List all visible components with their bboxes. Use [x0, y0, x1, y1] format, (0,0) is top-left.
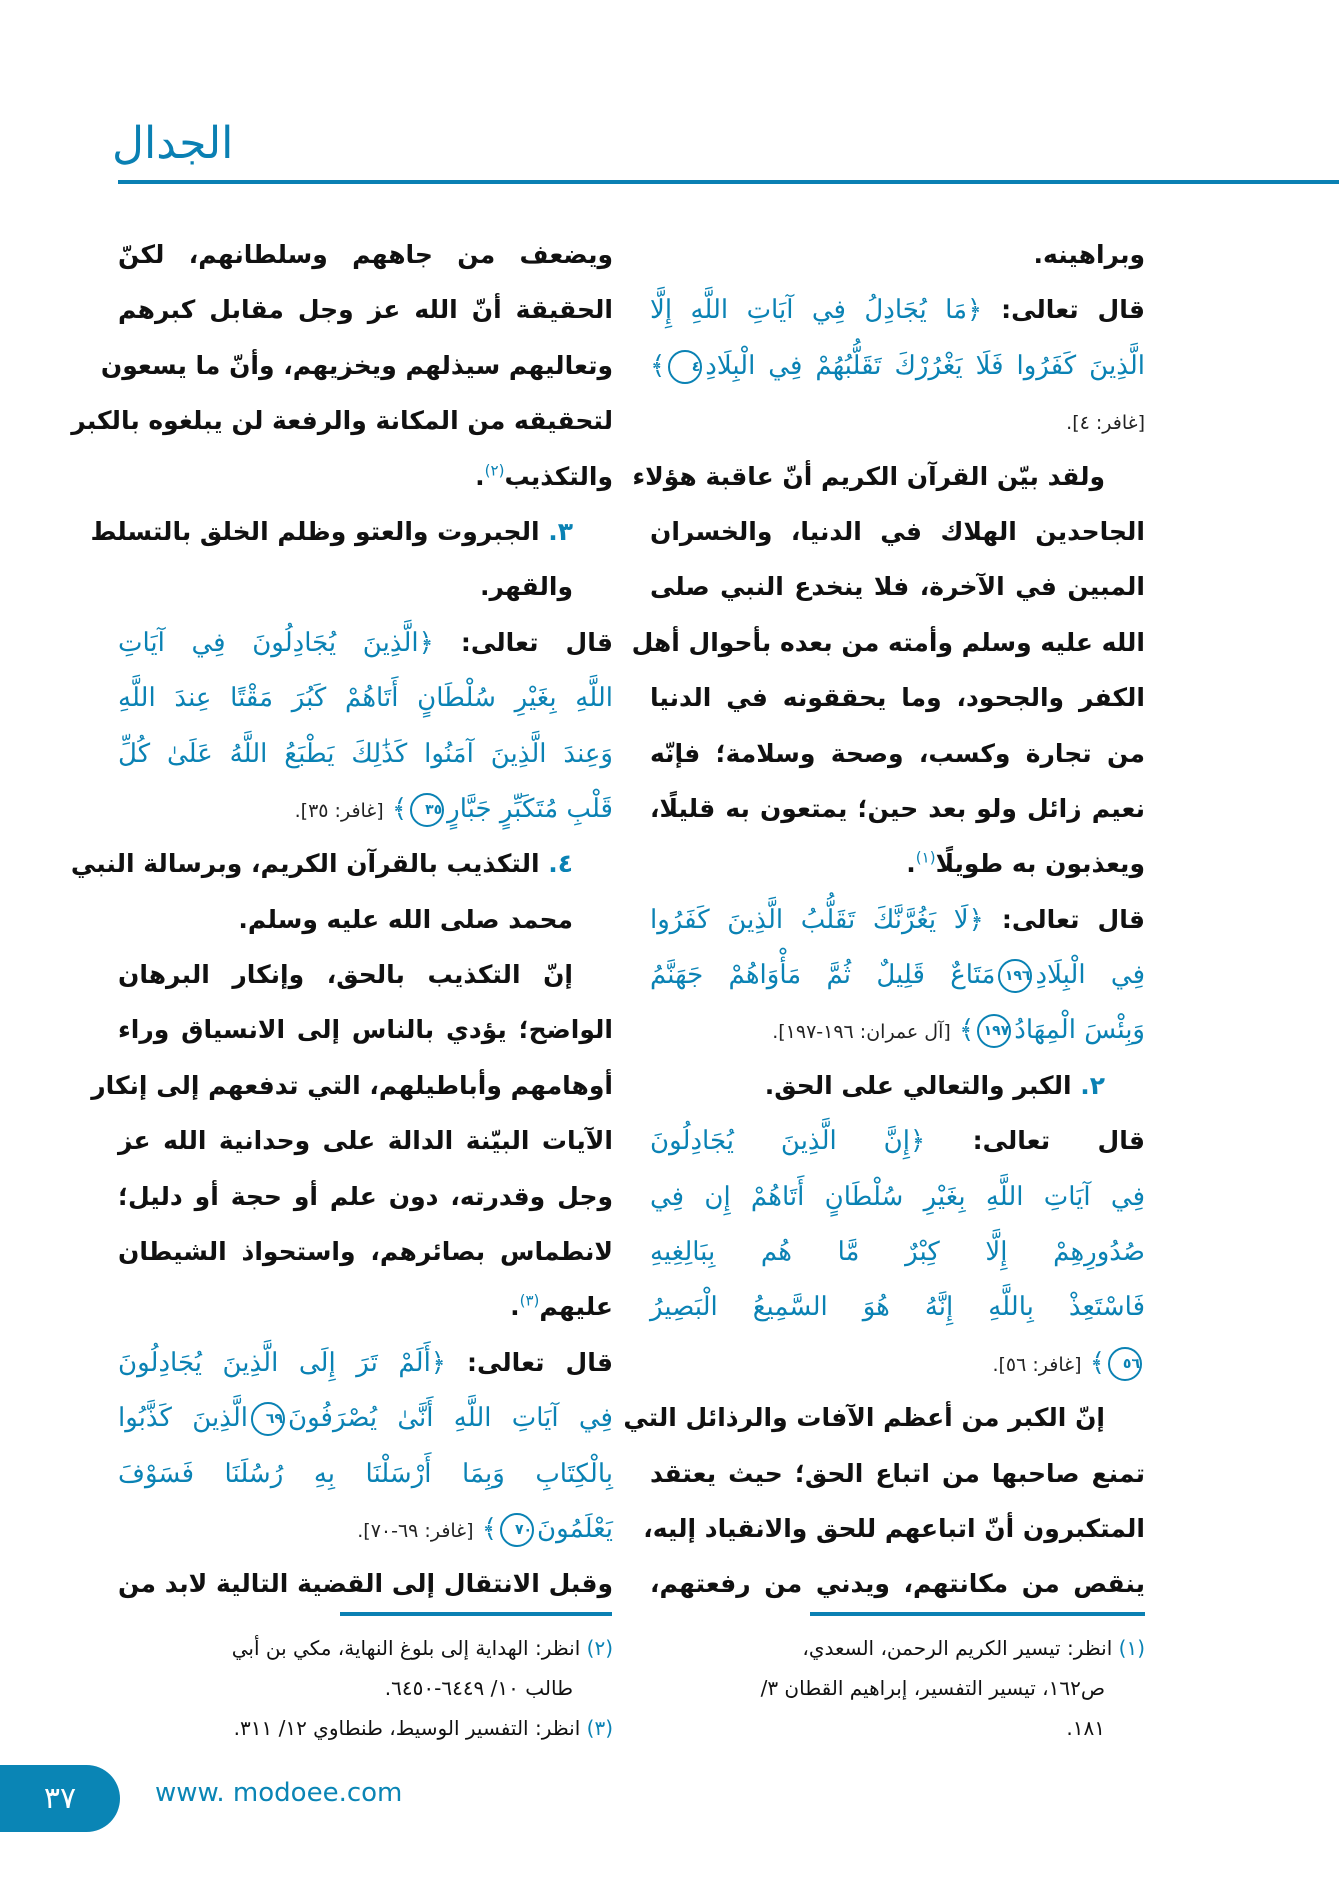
- text-line: [650, 338, 1145, 393]
- footnote-text: ١٨١.: [1066, 1716, 1105, 1740]
- text-line: [118, 559, 613, 614]
- body-text: وبراهينه.: [1033, 240, 1145, 269]
- body-text: ويعذبون به طويلًا: [935, 849, 1145, 879]
- footnotes-left: [118, 1628, 613, 1748]
- body-text: الواضح؛ يؤدي بالناس إلى الانسياق وراء: [118, 1015, 613, 1045]
- body-text: إنّ التكذيب بالحق، وإنكار البرهان: [118, 960, 573, 990]
- text-line: [118, 1113, 613, 1168]
- quran-verse: فِي آيَاتِ اللَّهِ أَنَّىٰ يُصْرَفُونَ: [288, 1403, 613, 1434]
- body-text: عليهم: [539, 1292, 613, 1322]
- body-text: الجاحدين الهلاك في الدنيا، والخسران: [650, 516, 1145, 546]
- text-line: [118, 227, 613, 282]
- body-text: من تجارة وكسب، وصحة وسلامة؛ فإنّه: [650, 738, 1145, 768]
- text-line: [118, 449, 613, 504]
- ayah-number-icon: ٤: [668, 350, 702, 384]
- text-line: [650, 1446, 1145, 1501]
- text-line: [650, 1113, 1145, 1168]
- text-line: [118, 1501, 613, 1556]
- footnote-separator-right: [810, 1612, 1145, 1616]
- text-line: [650, 282, 1145, 337]
- ayah-number-icon: ٧٠: [500, 1513, 534, 1547]
- text-line: [118, 1002, 613, 1057]
- body-text: قال تعالى:: [446, 1347, 613, 1377]
- quran-verse: ﴾: [650, 350, 666, 381]
- left-text-column: [70, 227, 613, 1612]
- quran-verse: ﴾: [1081, 1347, 1105, 1378]
- footnote-marker[interactable]: (٢): [484, 461, 505, 480]
- text-line: [650, 836, 1145, 891]
- text-line: [650, 1556, 1145, 1611]
- text-line: [650, 1169, 1145, 1224]
- footnote-line: [118, 1668, 613, 1708]
- body-text: المتكبرون أنّ اتباعهم للحق والانقياد إليه،: [643, 1513, 1145, 1543]
- quran-verse: ﴾: [383, 793, 408, 824]
- footnote-line: [650, 1628, 1145, 1668]
- text-line: [118, 1279, 613, 1334]
- text-line: [650, 1279, 1145, 1334]
- footnote-number: (١): [1118, 1636, 1145, 1660]
- list-number: ٤.: [539, 849, 573, 879]
- quran-verse: اللَّهِ بِغَيْرِ سُلْطَانٍ أَتَاهُمْ كَبُرَ مَقْتًا عِندَ اللَّهِ: [118, 683, 613, 714]
- body-text: وتعاليهم سيذلهم ويخزيهم، وأنّ ما يسعون: [100, 350, 613, 380]
- text-line: [632, 449, 1145, 504]
- quran-verse: الَّذِينَ كَذَّبُوا: [118, 1403, 249, 1434]
- body-text: لتحقيقه من المكانة والرفعة لن يبلغوه بالكبر: [71, 406, 613, 436]
- quran-verse: مَتَاعٌ قَلِيلٌ ثُمَّ مَأْوَاهُمْ جَهَنَّمُ: [650, 960, 996, 991]
- ayah-number-icon: ٦٩: [251, 1402, 285, 1436]
- text-line: [650, 393, 1145, 448]
- quran-verse: ﴿لَا يَغُرَّنَّكَ تَقَلُّبُ الَّذِينَ كَفَرُوا: [650, 904, 984, 935]
- text-line: [118, 282, 613, 337]
- text-line: [118, 726, 613, 781]
- footnote-text: طالب ١٠/ ٦٤٤٩-٦٤٥٠.: [384, 1676, 573, 1700]
- text-line: [118, 670, 613, 725]
- body-text: أوهامهم وأباطيلهم، التي تدفعهم إلى إنكار: [91, 1070, 613, 1100]
- text-line: [118, 615, 613, 670]
- text-line: [118, 781, 613, 836]
- body-text: قال تعالى:: [982, 295, 1145, 325]
- quran-verse: ﴾: [950, 1015, 975, 1046]
- text-line: [118, 892, 613, 947]
- body-text: إنّ الكبر من أعظم الآفات والرذائل التي: [623, 1403, 1105, 1433]
- text-line: [650, 504, 1145, 559]
- body-text: قال تعالى:: [925, 1126, 1146, 1156]
- text-line: [650, 1058, 1145, 1113]
- body-text: الكبر والتعالي على الحق.: [764, 1070, 1072, 1100]
- text-line: [650, 1002, 1145, 1057]
- quran-verse: قَلْبِ مُتَكَبِّرٍ جَبَّارٍ: [447, 793, 613, 824]
- body-text: قال تعالى:: [433, 627, 613, 657]
- body-text: لانطماس بصائرهم، واستحواذ الشيطان: [118, 1237, 613, 1267]
- text-line: [118, 1556, 613, 1611]
- quran-verse: فِي الْبِلَادِ: [1035, 960, 1145, 991]
- body-text: الآيات البيّنة الدالة على وحدانية الله عز: [118, 1126, 613, 1156]
- body-text: .: [906, 849, 916, 879]
- text-line: [118, 1446, 613, 1501]
- body-text: محمد صلى الله عليه وسلم.: [238, 904, 573, 934]
- quran-verse: صُدُورِهِمْ إِلَّا كِبْرٌ مَّا هُم بِبَالِغِيهِ: [650, 1237, 1145, 1268]
- quran-verse: ﴿أَلَمْ تَرَ إِلَى الَّذِينَ يُجَادِلُونَ: [118, 1347, 447, 1378]
- body-text: الجبروت والعتو وظلم الخلق بالتسلط: [90, 516, 540, 546]
- text-line: [650, 1224, 1145, 1279]
- text-line: [118, 1224, 613, 1279]
- footnote-line: [650, 1668, 1145, 1708]
- footnote-text: انظر: تيسير الكريم الرحمن، السعدي،: [802, 1636, 1113, 1660]
- footnote-marker[interactable]: (٣): [519, 1292, 540, 1311]
- quran-verse: ﴾: [473, 1513, 498, 1544]
- text-line: [643, 1501, 1145, 1556]
- quran-verse: وَعِندَ الَّذِينَ آمَنُوا كَذَٰلِكَ يَطْبَعُ اللَّهُ عَلَىٰ كُلِّ: [118, 738, 613, 769]
- text-line: [100, 338, 613, 393]
- ayah-number-icon: ١٩٧: [977, 1014, 1011, 1048]
- text-line: [650, 1335, 1145, 1390]
- body-text: المبين في الآخرة، فلا ينخدع النبي صلى: [650, 572, 1145, 602]
- quran-verse: بِالْكِتَابِ وَبِمَا أَرْسَلْنَا بِهِ رُسُلَنَا فَسَوْفَ: [118, 1458, 613, 1489]
- page-number-badge: ٣٧: [0, 1765, 120, 1832]
- header-rule: [118, 180, 1339, 184]
- footnote-number: (٢): [586, 1636, 613, 1660]
- verse-reference: [غافر: ٥٦].: [992, 1353, 1082, 1376]
- text-line: [631, 615, 1145, 670]
- quran-verse: يَعْلَمُونَ: [537, 1513, 613, 1544]
- verse-reference: [غافر: ٣٥].: [294, 799, 384, 822]
- text-line: [650, 670, 1145, 725]
- body-text: ينقص من مكانتهم، ويدني من رفعتهم،: [650, 1569, 1145, 1599]
- footnote-number: (٣): [586, 1716, 613, 1740]
- list-number: ٣.: [539, 516, 573, 546]
- text-line: [650, 947, 1145, 1002]
- ayah-number-icon: ٣٥: [410, 793, 444, 827]
- quran-verse: ﴿إِنَّ الَّذِينَ يُجَادِلُونَ: [650, 1126, 926, 1157]
- body-text: .: [475, 461, 485, 491]
- running-header-title: الجدال: [112, 118, 234, 169]
- quran-verse: الَّذِينَ كَفَرُوا فَلَا يَغْرُرْكَ تَقَلُّبُهُمْ فِي الْبِلَادِ: [705, 350, 1145, 381]
- verse-reference: [آل عمران: ١٩٦-١٩٧].: [772, 1021, 951, 1044]
- body-text: الحقيقة أنّ الله عز وجل مقابل كبرهم: [118, 295, 613, 325]
- body-text: .: [510, 1292, 520, 1322]
- text-line: [650, 227, 1145, 282]
- body-text: الله عليه وسلم وأمته من بعده بأحوال أهل: [631, 627, 1145, 657]
- text-line: [118, 947, 613, 1002]
- footnote-text: ص١٦٢، تيسير التفسير، إبراهيم القطان ٣/: [760, 1676, 1105, 1700]
- text-line: [118, 1335, 613, 1390]
- quran-verse: ﴿الَّذِينَ يُجَادِلُونَ فِي آيَاتِ: [118, 627, 434, 658]
- body-text: نعيم زائل ولو بعد حين؛ يمتعون به قليلًا،: [650, 793, 1145, 823]
- text-line: [118, 1390, 613, 1445]
- text-line: [650, 781, 1145, 836]
- body-text: التكذيب بالقرآن الكريم، وبرسالة النبي: [70, 849, 540, 879]
- text-line: [91, 1058, 613, 1113]
- quran-verse: فَاسْتَعِذْ بِاللَّهِ إِنَّهُ هُوَ السَّمِيعُ الْبَصِيرُ: [650, 1292, 1145, 1323]
- text-line: [650, 892, 1145, 947]
- list-number: ٢.: [1071, 1070, 1105, 1100]
- right-text-column: [623, 227, 1146, 1612]
- footnote-line: [118, 1708, 613, 1748]
- body-text: والتكذيب: [504, 461, 613, 491]
- footnote-marker[interactable]: (١): [915, 848, 936, 867]
- body-text: ويضعف من جاههم وسلطانهم، لكنّ: [118, 240, 613, 269]
- ayah-number-icon: ٥٦: [1108, 1347, 1142, 1381]
- text-line: [71, 393, 613, 448]
- body-text: وجل وقدرته، دون علم أو حجة أو دليل؛: [118, 1181, 613, 1211]
- footnote-text: انظر: التفسير الوسيط، طنطاوي ١٢/ ٣١١.: [233, 1716, 581, 1740]
- ayah-number-icon: ١٩٦: [998, 959, 1032, 993]
- text-line: [650, 559, 1145, 614]
- text-line: [650, 726, 1145, 781]
- text-line: [70, 836, 613, 891]
- footnote-separator-left: [340, 1612, 612, 1616]
- body-text: الكفر والجحود، وما يحققونه في الدنيا: [650, 683, 1145, 713]
- verse-reference: [غافر: ٦٩-٧٠].: [357, 1519, 474, 1542]
- text-line: [118, 1169, 613, 1224]
- body-text: قال تعالى:: [983, 904, 1146, 934]
- body-text: ولقد بيّن القرآن الكريم أنّ عاقبة هؤلاء: [632, 461, 1105, 491]
- footnotes-right: [650, 1628, 1145, 1748]
- quran-verse: وَبِئْسَ الْمِهَادُ: [1014, 1015, 1145, 1046]
- quran-verse: ﴿مَا يُجَادِلُ فِي آيَاتِ اللَّهِ إِلَّا: [650, 295, 983, 326]
- footnote-text: انظر: الهداية إلى بلوغ النهاية، مكي بن أبي: [231, 1636, 581, 1660]
- quran-verse: فِي آيَاتِ اللَّهِ بِغَيْرِ سُلْطَانٍ أَتَاهُمْ إِن فِي: [650, 1181, 1145, 1212]
- footnote-line: [118, 1628, 613, 1668]
- verse-reference: [غافر: ٤].: [1066, 412, 1145, 435]
- text-line: [90, 504, 613, 559]
- body-text: تمنع صاحبها من اتباع الحق؛ حيث يعتقد: [650, 1458, 1145, 1488]
- body-text: والقهر.: [479, 572, 573, 602]
- website-link[interactable]: www. modoee.com: [155, 1778, 403, 1808]
- body-text: وقبل الانتقال إلى القضية التالية لابد من: [118, 1569, 613, 1599]
- text-line: [623, 1390, 1145, 1445]
- footnote-line: [650, 1708, 1145, 1748]
